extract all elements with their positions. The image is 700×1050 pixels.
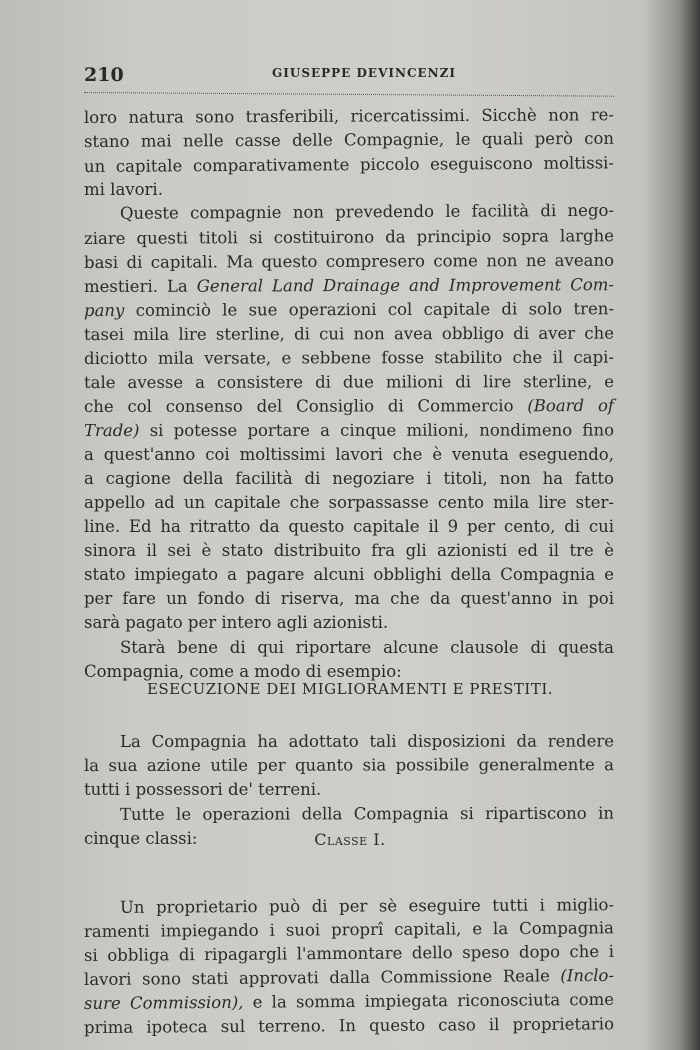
text-segment: che col consenso del Consiglio di Commercio <box>83 396 528 416</box>
text-line: stato impiegato a pagare alcuni obblighi della Compagnia e <box>84 565 614 584</box>
text-line: per fare un fondo di riserva, ma che da quest'anno in poi <box>84 589 614 608</box>
text-line: Tutte le operazioni della Compagnia si ripartiscono in <box>119 803 615 824</box>
text-line <box>84 396 614 417</box>
text-line <box>84 966 614 990</box>
text-line: La Compagnia ha adottato tali disposizioni da rendere <box>119 731 615 751</box>
italic-text: (Inclo- <box>560 965 615 986</box>
italic-text: sure Commission), <box>83 992 244 1013</box>
text-segment: mestieri. La <box>83 276 197 296</box>
italic-text: (Board of <box>527 396 614 416</box>
section-heading: ESECUZIONE DEI MIGLIORAMENTI E PRESTITI. <box>146 680 554 698</box>
italic-text: Trade) <box>83 420 140 440</box>
text-line: sinora il sei è stato distribuito fra gli azionisti ed il tre è <box>84 541 614 560</box>
text-line: Starà bene di qui riportare alcune clausole di questa <box>120 638 614 657</box>
text-line: diciotto mila versate, e sebbene fosse stabilito che il capi- <box>83 347 615 368</box>
text-line: line. Ed ha ritratto da questo capitale il 9 per cento, di cui <box>84 517 614 536</box>
text-line: a cagione della facilità di negoziare i titoli, non ha fatto <box>84 469 614 488</box>
text-line: ramenti impiegando i suoi proprî capitali, e la Compagnia <box>83 918 615 941</box>
text-segment: si potesse portare a cinque milioni, nondimeno fino <box>139 420 615 440</box>
text-line: appello ad un capitale che sorpassasse cento mila lire ster- <box>84 493 614 512</box>
text-segment: lavori sono stati approvati dalla Commissione Reale <box>83 966 561 989</box>
text-line: prima ipoteca sul terreno. In questo caso il proprietario <box>83 1014 615 1037</box>
text-line: tasei mila lire sterline, di cui non avea obbligo di aver che <box>83 323 615 344</box>
text-line <box>84 421 614 441</box>
italic-text: General Land Drainage and Improvement Com- <box>196 275 615 296</box>
text-line: basi di capitali. Ma questo compresero come non ne aveano <box>83 250 615 272</box>
text-line: la sua azione utile per quanto sia possibile generalmente a <box>83 755 615 775</box>
page-number: 210 <box>84 64 124 86</box>
text-line: cinque classi: <box>84 829 198 848</box>
text-line: un capitale comparativamente piccolo eseguiscono moltissi- <box>83 153 615 176</box>
text-line: tutti i possessori de' terreni. <box>84 780 322 799</box>
text-line: Queste compagnie non prevedendo le facilità di nego- <box>119 200 615 223</box>
text-line: stano mai nelle casse delle Compagnie, le quali però con <box>83 128 615 151</box>
classe-heading: Classe I. <box>314 830 386 849</box>
text-line: a quest'anno coi moltissimi lavori che è venuta eseguendo, <box>84 445 614 464</box>
text-line <box>84 990 614 1014</box>
text-line: Un proprietario può di per sè eseguire tutti i miglio- <box>119 895 615 917</box>
text-segment: cominciò le sue operazioni col capitale di solo tren- <box>124 299 615 320</box>
text-line: tale avesse a consistere di due milioni di lire sterline, e <box>83 372 615 392</box>
text-line: ziare questi titoli si costituirono da principio sopra larghe <box>83 226 615 248</box>
text-line <box>84 275 614 297</box>
text-line: sarà pagato per intero agli azionisti. <box>84 613 389 632</box>
text-line: si obbliga di ripagargli l'ammontare dello speso dopo che i <box>83 941 615 965</box>
running-title: GIUSEPPE DEVINCENZI <box>272 66 456 80</box>
italic-text: pany <box>83 300 125 320</box>
text-line: Compagnia, come a modo di esempio: <box>84 662 402 681</box>
text-line: loro natura sono trasferibili, ricercatissimi. Sicchè non re- <box>83 105 615 127</box>
text-line: mi lavori. <box>84 180 163 199</box>
text-line <box>84 299 614 321</box>
text-segment: e la somma impiegata riconosciuta come <box>243 989 615 1012</box>
header-rule <box>84 92 614 97</box>
